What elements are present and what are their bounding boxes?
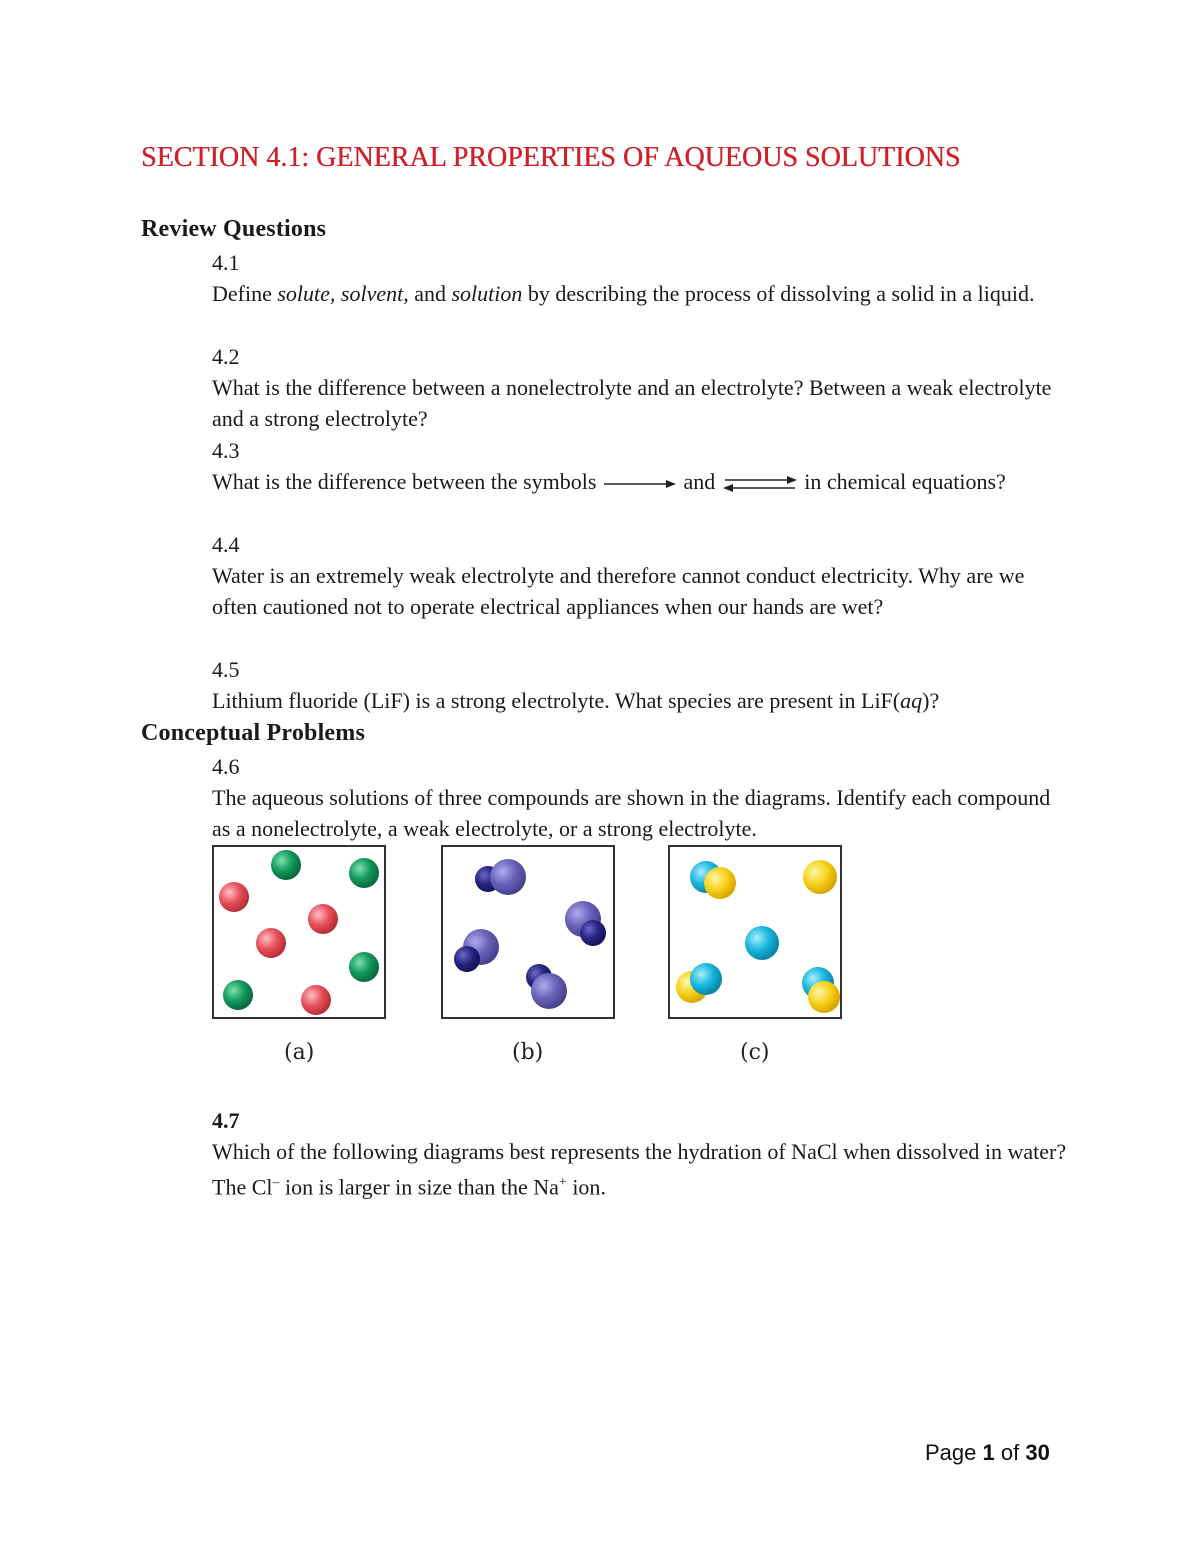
question-4-5 [212,654,1072,716]
yellow-cyan-pair [676,963,722,1003]
question-number: 4.7 [212,1108,240,1133]
question-4-3 [212,435,1072,497]
question-4-7 [212,1105,1072,1202]
diagram-b-weak-electrolyte-box [441,845,615,1019]
diatomic-molecule [454,929,499,972]
diagram-a-nonelectrolyte-box [212,845,386,1019]
question-4-2 [212,341,1072,434]
diagram-label-a: (a) [284,1040,315,1065]
diatomic-molecule [526,964,567,1009]
question-number: 4.1 [212,250,240,275]
green-sphere [349,952,379,982]
page-number: Page 1 of 30 [925,1440,1050,1465]
cyan-yellow-pair [690,861,736,899]
question-4-1 [212,247,1072,309]
term-solute-solvent: solute, solvent, [277,281,409,306]
section-title: SECTION 4.1: GENERAL PROPERTIES OF AQUEOUS SOLUTIONS [141,142,961,173]
equilibrium-arrows-icon [721,474,799,494]
question-text: Water is an extremely weak electrolyte and therefore cannot conduct electricity. Why are we often cautioned not to operate electrical appliances when our hands are wet? [212,563,1025,619]
question-number: 4.2 [212,344,240,369]
green-sphere [271,850,301,880]
question-number: 4.3 [212,438,240,463]
question-text: Define solute, solvent, and solution by describing the process of dissolving a solid in a liquid. [212,281,1035,306]
diagram-label-b: (b) [512,1040,544,1065]
question-text: Lithium fluoride (LiF) is a strong electrolyte. What species are present in LiF(aq)? [212,688,940,713]
diatomic-molecule [565,901,606,946]
aqueous-label: aq [900,688,923,713]
diagram-b-molecules [443,847,613,1017]
diagram-a-molecules [214,847,384,1017]
sodium-charge: + [558,1175,567,1190]
green-sphere [223,980,253,1010]
conceptual-problems-heading: Conceptual Problems [141,720,366,746]
diagram-c-strong-electrolyte-box [668,845,842,1019]
cyan-sphere [745,926,779,960]
diagram-c-molecules [670,847,846,1017]
red-sphere [308,904,338,934]
diagram-label-c: (c) [740,1040,770,1065]
question-text: Which of the following diagrams best represents the hydration of NaCl when dissolved in water? The Cl– ion is larger in size than the Na+ ion. [212,1139,1067,1200]
question-4-4 [212,529,1072,622]
review-questions-heading: Review Questions [141,216,327,242]
red-sphere [256,928,286,958]
forward-arrow-icon [602,477,678,491]
cyan-yellow-pair [802,967,840,1013]
red-sphere [301,985,331,1015]
green-sphere [349,858,379,888]
current-page: 1 [982,1440,995,1465]
chloride-charge: – [272,1175,280,1190]
question-number: 4.5 [212,657,240,682]
question-text: What is the difference between the symbols and in chemical equations? [212,469,1006,494]
question-number: 4.6 [212,754,240,779]
total-pages: 30 [1025,1440,1050,1465]
yellow-sphere [803,860,837,894]
question-text: What is the difference between a nonelectrolyte and an electrolyte? Between a weak electrolyte and a strong electrolyte? [212,375,1052,431]
diatomic-molecule [475,859,526,895]
red-sphere [219,882,249,912]
question-text: The aqueous solutions of three compounds are shown in the diagrams. Identify each compound as a nonelectrolyte, a weak electrolyte, or a strong electrolyte. [212,785,1051,841]
question-4-6 [212,751,1072,844]
term-solution: solution [451,281,523,306]
question-number: 4.4 [212,532,240,557]
